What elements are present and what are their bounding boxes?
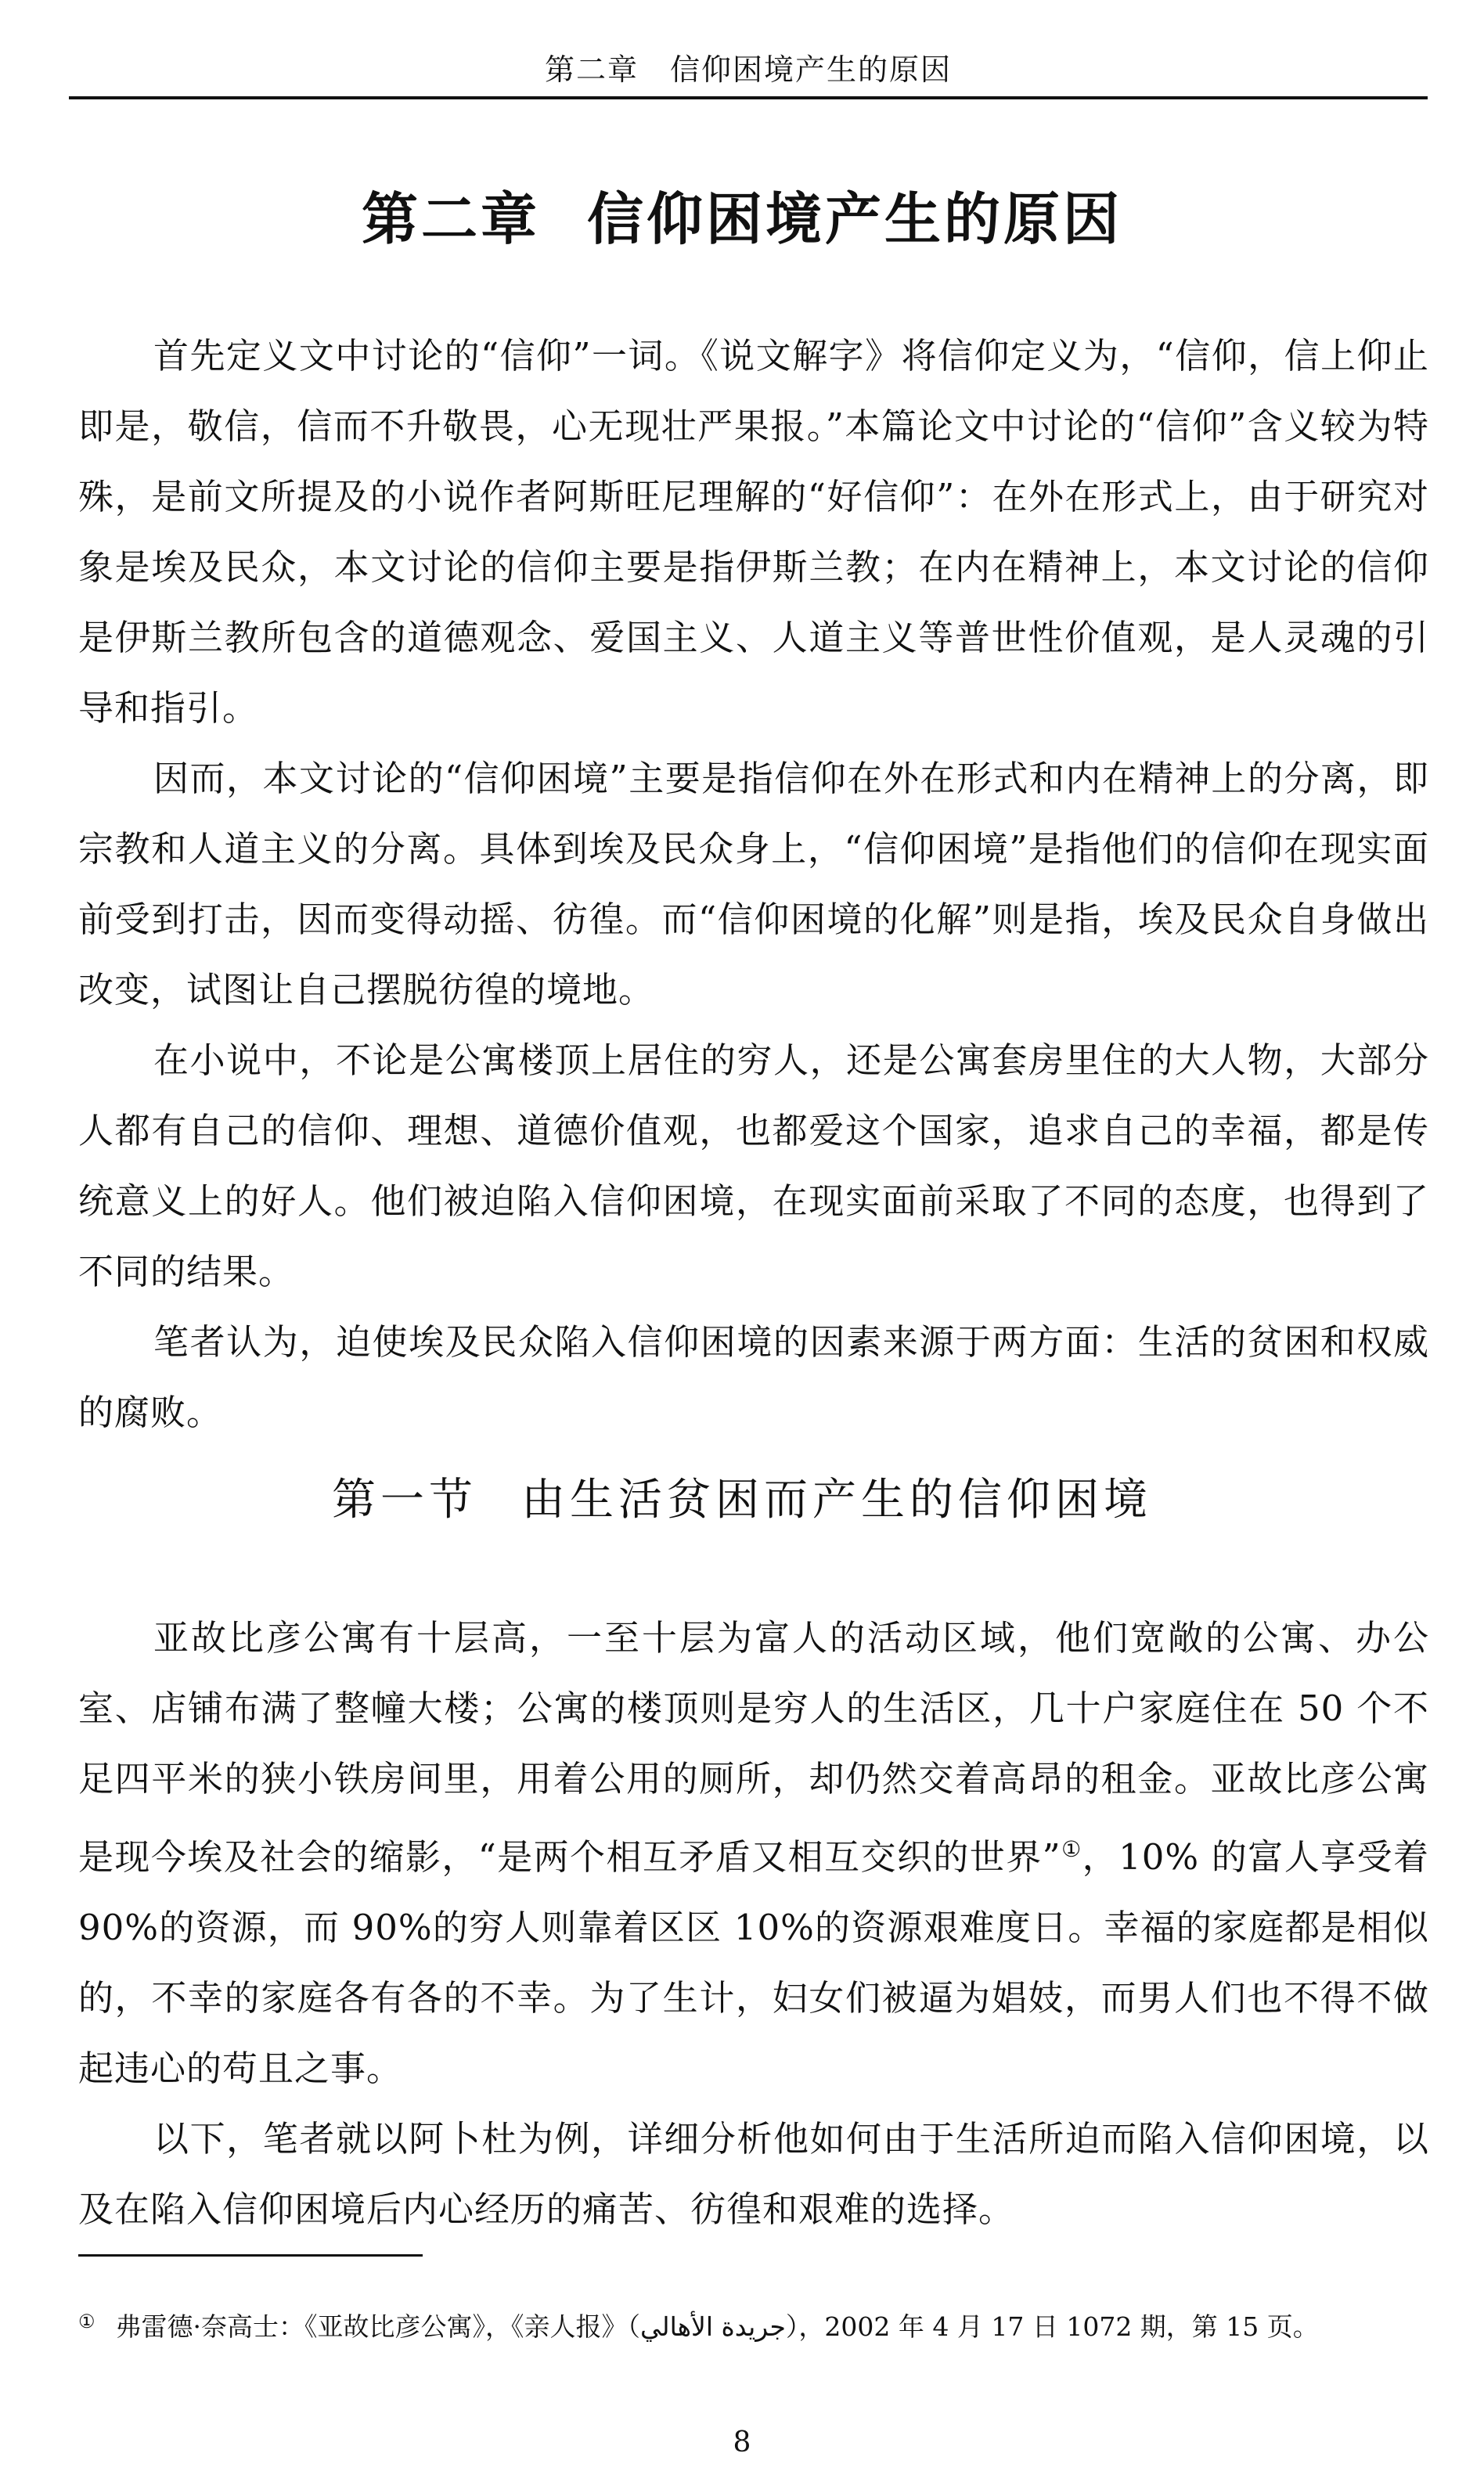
section-body bbox=[78, 1603, 1429, 2245]
section-name: 由生活贫困而产生的信仰困境 bbox=[521, 1475, 1152, 1526]
paragraph bbox=[78, 1603, 1429, 2104]
chapter-number: 第二章 bbox=[361, 186, 540, 252]
chapter-name: 信仰困境产生的原因 bbox=[587, 186, 1123, 252]
footnote bbox=[78, 2301, 1429, 2347]
paragraph: 因而，本文讨论的“信仰困境”主要是指信仰在外在形式和内在精神上的分离，即宗教和人道主义的分离。具体到埃及民众身上，“信仰困境”是指他们的信仰在现实面前受到打击，因而变得动摇、彷徨。而“信仰困境的化解”则是指，埃及民众自身做出改变，试图让自己摆脱彷徨的境地。 bbox=[78, 758, 1429, 1010]
section-number: 第一节 bbox=[332, 1475, 477, 1526]
footnote-mark: ① bbox=[78, 2311, 95, 2333]
paragraph-text: ，10% 的富人享受着 90%的资源，而 90%的穷人则靠着区区 10%的资源艰难度日。幸福的家庭都是相似的，不幸的家庭各有各的不幸。为了生计，妇女们被逼为娼妓，而男人们也不得不做起违心的苟且之事。 bbox=[78, 1836, 1430, 2089]
paragraph-text: 亚故比彦公寓有十层高，一至十层为富人的活动区域，他们宽敞的公寓、办公室、店铺布满了整幢大楼；公寓的楼顶则是穷人的生活区，几十户家庭住在 50 个不足四平米的狭小铁房间里，用着公用的厕所，却仍然交着高昂的租金。亚故比彦公寓是现今埃及社会的缩影，“是两个相互矛盾又相互交织的世界” bbox=[78, 1617, 1429, 1878]
chapter-intro bbox=[78, 321, 1429, 1448]
page-number: 8 bbox=[733, 2426, 751, 2459]
paragraph: 以下，笔者就以阿卜杜为例，详细分析他如何由于生活所迫而陷入信仰困境，以及在陷入信仰困境后内心经历的痛苦、彷徨和艰难的选择。 bbox=[78, 2118, 1429, 2230]
paragraph: 笔者认为，迫使埃及民众陷入信仰困境的因素来源于两方面：生活的贫困和权威的腐败。 bbox=[78, 1321, 1429, 1433]
footnote-reference[interactable]: ① bbox=[1061, 1836, 1082, 1862]
section-title bbox=[0, 1465, 1484, 1528]
footnote-divider bbox=[78, 2254, 423, 2257]
running-header: 第二章 信仰困境产生的原因 bbox=[69, 45, 1428, 99]
paragraph: 在小说中，不论是公寓楼顶上居住的穷人，还是公寓套房里住的大人物，大部分人都有自己的信仰、理想、道德价值观，也都爱这个国家，追求自己的幸福，都是传统意义上的好人。他们被迫陷入信仰困境，在现实面前采取了不同的态度，也得到了不同的结果。 bbox=[78, 1039, 1429, 1292]
footnote-text: 弗雷德·奈高士：《亚故比彦公寓》，《亲人报》（جريدة الأهالي），2002 年 4 月 17 日 1072 期，第 15 页。 bbox=[115, 2311, 1319, 2342]
paragraph: 首先定义文中讨论的“信仰”一词。《说文解字》将信仰定义为，“信仰，信上仰止即是，敬信，信而不升敬畏，心无现壮严果报。”本篇论文中讨论的“信仰”含义较为特殊，是前文所提及的小说作者阿斯旺尼理解的“好信仰”：在外在形式上，由于研究对象是埃及民众，本文讨论的信仰主要是指伊斯兰教；在内在精神上，本文讨论的信仰是伊斯兰教所包含的道德观念、爱国主义、人道主义等普世性价值观，是人灵魂的引导和指引。 bbox=[78, 335, 1429, 729]
chapter-title bbox=[0, 174, 1484, 255]
